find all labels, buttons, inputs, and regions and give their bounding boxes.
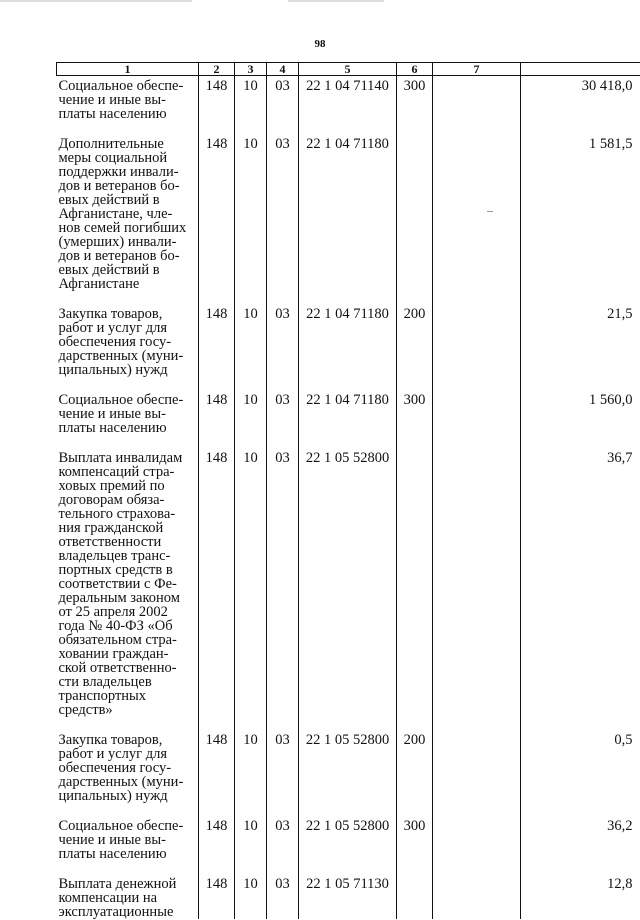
row-col-7: [433, 389, 521, 447]
row-code-ministry: 148: [199, 133, 235, 303]
header-col-4: 4: [267, 63, 299, 76]
row-amount: 21,5: [521, 303, 640, 389]
row-code-expense-type: 300: [397, 815, 433, 873]
scan-top-edge: [0, 0, 640, 2]
row-amount: 1 581,5: [521, 133, 640, 303]
table-row: [57, 133, 640, 303]
row-code-section: 10: [235, 873, 267, 919]
row-code-expense-type: 200: [397, 303, 433, 389]
row-name: Выплата денежной компенсации на эксплуатационные: [57, 873, 199, 919]
row-code-subsection: 03: [267, 873, 299, 919]
row-name: Дополнительные меры социальной поддержки инвали- дов и ветеранов бо- евых действий в Афганистане, чле- нов семей погибших (умерших) инвали- дов и ветеранов бо- евых действий в Афганистане: [57, 133, 199, 303]
row-code-expense-type: [397, 447, 433, 729]
row-code-section: 10: [235, 447, 267, 729]
budget-table: [56, 62, 640, 919]
header-col-6: 6: [397, 63, 433, 76]
row-col-7: [433, 873, 521, 919]
row-code-subsection: 03: [267, 76, 299, 134]
table-row: [57, 873, 640, 919]
header-col-7: 7: [433, 63, 521, 76]
header-col-2: 2: [199, 63, 235, 76]
row-code-ministry: 148: [199, 389, 235, 447]
row-name: Закупка товаров, работ и услуг для обеспечения госу- дарственных (муни- ципальных) нужд: [57, 729, 199, 815]
row-code-target: 22 1 04 71180: [299, 303, 397, 389]
row-col-7: [433, 815, 521, 873]
row-code-target: 22 1 05 52800: [299, 729, 397, 815]
row-amount: 12,8: [521, 873, 640, 919]
table-row: [57, 447, 640, 729]
row-code-expense-type: 200: [397, 729, 433, 815]
row-name: Социальное обеспе- чение и иные вы- платы населению: [57, 389, 199, 447]
row-code-subsection: 03: [267, 133, 299, 303]
row-col-7: [433, 729, 521, 815]
row-name: Закупка товаров, работ и услуг для обеспечения госу- дарственных (муни- ципальных) нужд: [57, 303, 199, 389]
row-code-section: 10: [235, 133, 267, 303]
row-code-target: 22 1 05 71130: [299, 873, 397, 919]
table-row: [57, 729, 640, 815]
row-name: Социальное обеспе- чение и иные вы- платы населению: [57, 815, 199, 873]
row-amount: 30 418,0: [521, 76, 640, 134]
row-col-7: [433, 447, 521, 729]
row-code-section: 10: [235, 815, 267, 873]
row-code-ministry: 148: [199, 729, 235, 815]
row-code-subsection: 03: [267, 447, 299, 729]
row-code-ministry: 148: [199, 815, 235, 873]
row-code-target: 22 1 04 71180: [299, 133, 397, 303]
header-col-5: 5: [299, 63, 397, 76]
table-row: [57, 303, 640, 389]
row-code-ministry: 148: [199, 303, 235, 389]
header-row: [57, 63, 640, 76]
row-name: Выплата инвалидам компенсаций стра- ховых премий по договорам обяза- тельного страхова- ния гражданской ответственности владельцев транс- портных средств в соответствии с Фе- деральным законом от 25 апреля 2002 года № 40-ФЗ «Об обязательном стра- ховании граждан- ской ответственно- сти владельцев транспортных средств»: [57, 447, 199, 729]
row-code-expense-type: 300: [397, 76, 433, 134]
table-row: [57, 76, 640, 134]
row-code-target: 22 1 05 52800: [299, 447, 397, 729]
row-code-section: 10: [235, 729, 267, 815]
row-amount: 1 560,0: [521, 389, 640, 447]
row-code-section: 10: [235, 76, 267, 134]
header-col-3: 3: [235, 63, 267, 76]
table-header: [57, 63, 640, 76]
row-code-subsection: 03: [267, 389, 299, 447]
header-col-amount: [521, 63, 640, 76]
row-name: Социальное обеспе- чение и иные вы- платы населению: [57, 76, 199, 134]
table-row: [57, 815, 640, 873]
row-code-target: 22 1 04 71140: [299, 76, 397, 134]
row-code-expense-type: 300: [397, 389, 433, 447]
row-col-7: [433, 133, 521, 303]
row-code-ministry: 148: [199, 76, 235, 134]
row-amount: 36,7: [521, 447, 640, 729]
row-code-expense-type: [397, 133, 433, 303]
page-number: 98: [0, 38, 640, 50]
header-col-1: 1: [57, 63, 199, 76]
row-col-7: [433, 76, 521, 134]
row-code-target: 22 1 04 71180: [299, 389, 397, 447]
row-amount: 36,2: [521, 815, 640, 873]
table-row: [57, 389, 640, 447]
row-code-target: 22 1 05 52800: [299, 815, 397, 873]
row-code-subsection: 03: [267, 303, 299, 389]
row-code-section: 10: [235, 303, 267, 389]
row-code-expense-type: [397, 873, 433, 919]
row-code-section: 10: [235, 389, 267, 447]
row-code-subsection: 03: [267, 815, 299, 873]
row-amount: 0,5: [521, 729, 640, 815]
row-code-ministry: 148: [199, 873, 235, 919]
row-code-ministry: 148: [199, 447, 235, 729]
table-body: [57, 76, 640, 920]
row-code-subsection: 03: [267, 729, 299, 815]
row-col-7: [433, 303, 521, 389]
